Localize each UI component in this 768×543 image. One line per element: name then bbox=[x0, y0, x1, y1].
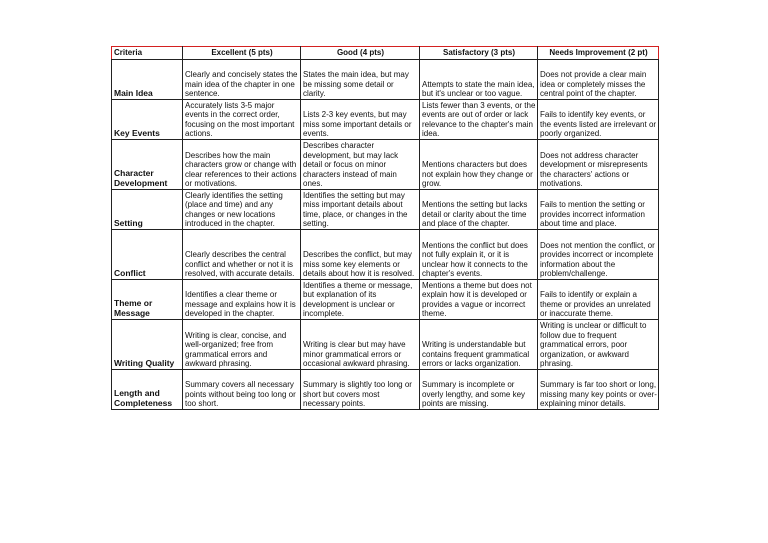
table-row bbox=[112, 280, 659, 320]
cell-satisfactory: Mentions the conflict but does not fully explain it, or it is unclear how it connects to the chapter's events. bbox=[420, 230, 538, 280]
cell-excellent: Accurately lists 3-5 major events in the correct order, focusing on the most important actions. bbox=[183, 100, 301, 140]
cell-excellent: Clearly and concisely states the main idea of the chapter in one sentence. bbox=[183, 60, 301, 100]
cell-satisfactory: Writing is understandable but contains frequent grammatical errors or lacks organization. bbox=[420, 320, 538, 370]
cell-satisfactory: Summary is incomplete or overly lengthy, and some key points are missing. bbox=[420, 370, 538, 410]
cell-needs-improvement: Does not mention the conflict, or provides incorrect or incomplete information about the problem/challenge. bbox=[538, 230, 659, 280]
criterion-theme-or-message: Theme or Message bbox=[112, 280, 183, 320]
cell-satisfactory: Attempts to state the main idea, but it's unclear or too vague. bbox=[420, 60, 538, 100]
criterion-key-events: Key Events bbox=[112, 100, 183, 140]
table-row bbox=[112, 60, 659, 100]
cell-excellent: Describes how the main characters grow or change with clear references to their actions or motivations. bbox=[183, 140, 301, 190]
cell-good: Describes character development, but may lack detail or focus on minor characters instead of main ones. bbox=[301, 140, 420, 190]
cell-needs-improvement: Does not address character development or misrepresents the characters' actions or motivations. bbox=[538, 140, 659, 190]
header-needs-improvement: Needs Improvement (2 pt) bbox=[538, 47, 659, 60]
cell-needs-improvement: Does not provide a clear main idea or completely misses the central point of the chapter. bbox=[538, 60, 659, 100]
cell-good: Lists 2-3 key events, but may miss some important details or events. bbox=[301, 100, 420, 140]
cell-excellent: Writing is clear, concise, and well-organized; free from grammatical errors and awkward phrasing. bbox=[183, 320, 301, 370]
cell-satisfactory: Mentions a theme but does not explain how it is developed or provides a vague or incorrect theme. bbox=[420, 280, 538, 320]
cell-needs-improvement: Fails to mention the setting or provides incorrect information about time and place. bbox=[538, 190, 659, 230]
header-criteria: Criteria bbox=[112, 47, 183, 60]
cell-needs-improvement: Fails to identify or explain a theme or provides an unrelated or inaccurate theme. bbox=[538, 280, 659, 320]
table-row bbox=[112, 370, 659, 410]
header-row bbox=[112, 47, 659, 60]
criterion-main-idea: Main Idea bbox=[112, 60, 183, 100]
cell-excellent: Summary covers all necessary points without being too long or too short. bbox=[183, 370, 301, 410]
cell-needs-improvement: Summary is far too short or long, missing many key points or over-explaining minor details. bbox=[538, 370, 659, 410]
cell-good: Identifies a theme or message, but explanation of its development is unclear or incomplete. bbox=[301, 280, 420, 320]
header-good: Good (4 pts) bbox=[301, 47, 420, 60]
cell-good: Describes the conflict, but may miss some key elements or details about how it is resolved. bbox=[301, 230, 420, 280]
criterion-setting: Setting bbox=[112, 190, 183, 230]
header-satisfactory: Satisfactory (3 pts) bbox=[420, 47, 538, 60]
table-row bbox=[112, 190, 659, 230]
criterion-length-and-completeness: Length and Completeness bbox=[112, 370, 183, 410]
cell-good: Identifies the setting but may miss important details about time, place, or changes in the setting. bbox=[301, 190, 420, 230]
table-row bbox=[112, 140, 659, 190]
table-row bbox=[112, 230, 659, 280]
cell-satisfactory: Mentions characters but does not explain how they change or grow. bbox=[420, 140, 538, 190]
cell-good: Writing is clear but may have minor grammatical errors or occasional awkward phrasing. bbox=[301, 320, 420, 370]
table-row bbox=[112, 320, 659, 370]
cell-satisfactory: Lists fewer than 3 events, or the events are out of order or lack relevance to the chapter's main idea. bbox=[420, 100, 538, 140]
cell-satisfactory: Mentions the setting but lacks detail or clarity about the time and place of the chapter. bbox=[420, 190, 538, 230]
cell-good: States the main idea, but may be missing some detail or clarity. bbox=[301, 60, 420, 100]
cell-excellent: Clearly describes the central conflict and whether or not it is resolved, with accurate details. bbox=[183, 230, 301, 280]
criterion-conflict: Conflict bbox=[112, 230, 183, 280]
cell-needs-improvement: Fails to identify key events, or the events listed are irrelevant or poorly organized. bbox=[538, 100, 659, 140]
cell-excellent: Clearly identifies the setting (place and time) and any changes or new locations introduced in the chapter. bbox=[183, 190, 301, 230]
header-excellent: Excellent (5 pts) bbox=[183, 47, 301, 60]
criterion-character-development: Character Development bbox=[112, 140, 183, 190]
cell-excellent: Identifies a clear theme or message and explains how it is developed in the chapter. bbox=[183, 280, 301, 320]
rubric-table bbox=[111, 46, 659, 410]
criterion-writing-quality: Writing Quality bbox=[112, 320, 183, 370]
table-row bbox=[112, 100, 659, 140]
cell-good: Summary is slightly too long or short but covers most necessary points. bbox=[301, 370, 420, 410]
cell-needs-improvement: Writing is unclear or difficult to follow due to frequent grammatical errors, poor organization, or awkward phrasing. bbox=[538, 320, 659, 370]
